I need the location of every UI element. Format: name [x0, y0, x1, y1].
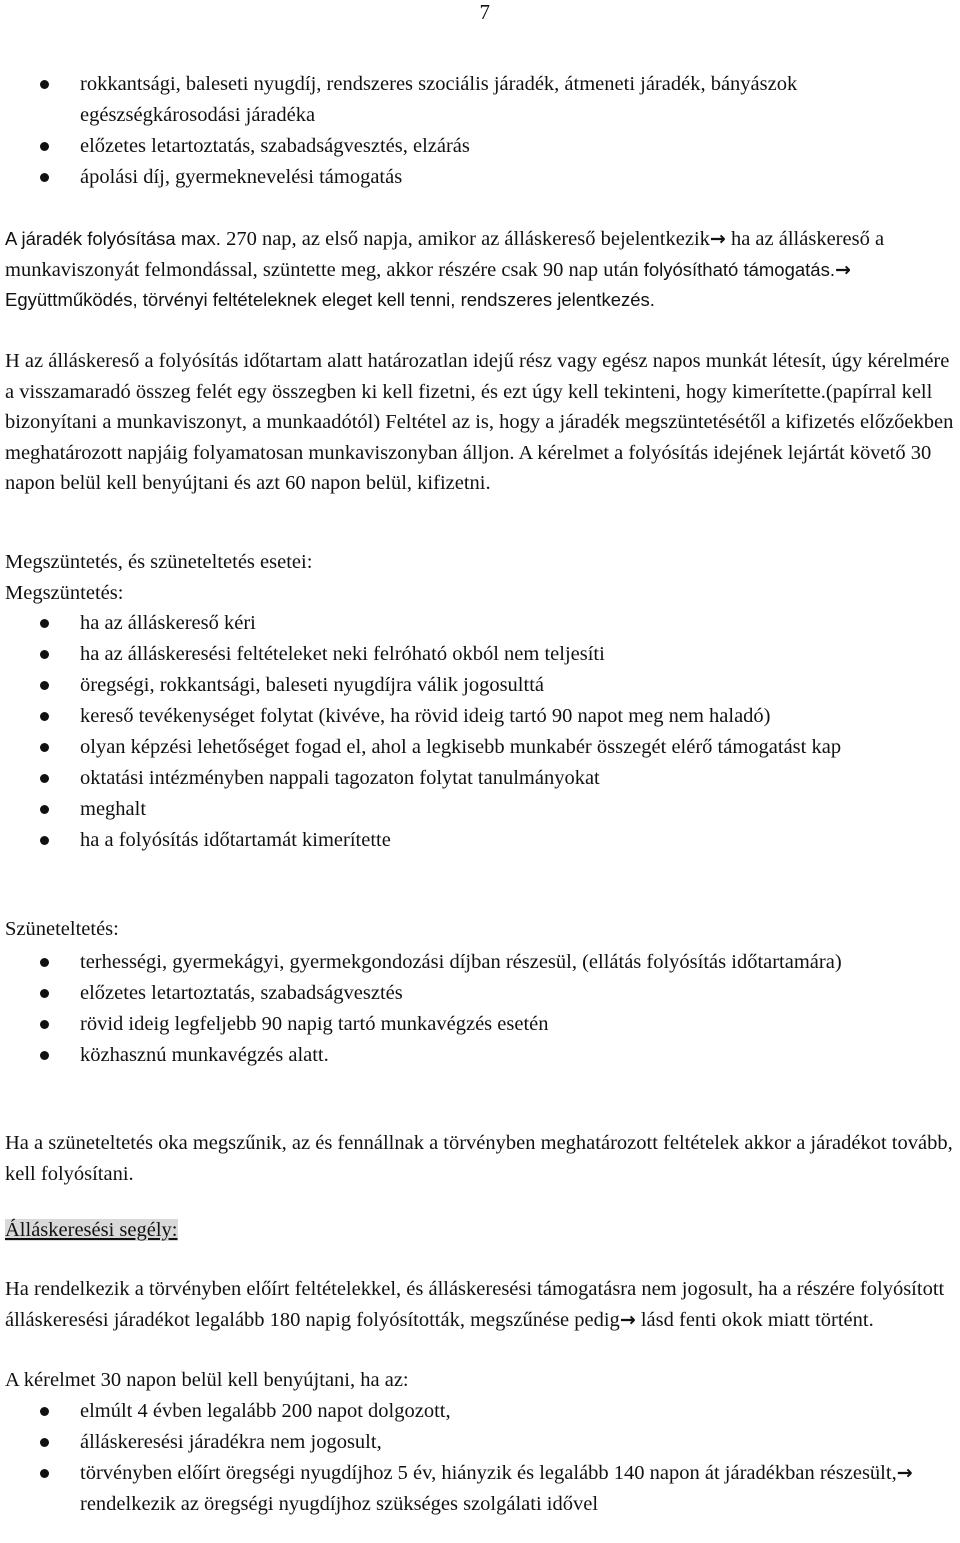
bullet-icon — [40, 681, 49, 690]
paragraph-jaradek-folyositasa: A járadék folyósítása max. 270 nap, az első napja, amikor az álláskereső bejelentkezik→ ha az álláskereső a munkaviszonyát felmondással, szüntette meg, akkor részére csak 90 nap után folyósítható támogatás.→ Együttműködés, törvényi feltételeknek eleget kell tenni, rendszeres jelentkezés. — [5, 228, 885, 311]
megszuntetes-label: Megszüntetés: — [5, 582, 124, 604]
top-bullet-list — [0, 69, 955, 193]
bullet-icon — [40, 142, 49, 151]
arrow-right-icon: → — [619, 1308, 636, 1331]
paragraph-szuneteltetes-megszunese: Ha a szüneteltetés oka megszűnik, az és fennállnak a törvényben meghatározott feltételek akkor a járadékot tovább, kell folyósítani. — [5, 1132, 953, 1185]
bullet-icon — [40, 836, 49, 845]
list-item: terhességi, gyermekágyi, gyermekgondozási díjban részesül, (ellátás folyósítás időtartamára) — [0, 947, 955, 978]
list-item: elmúlt 4 évben legalább 200 napot dolgozott, — [0, 1396, 955, 1427]
list-item: meghalt — [0, 794, 955, 825]
bullet-icon — [40, 1438, 49, 1447]
bullet-icon — [40, 989, 49, 998]
list-item: ha az álláskeresési feltételeket neki felróható okból nem teljesíti — [0, 639, 955, 670]
paragraph-reszmunka: H az álláskereső a folyósítás időtartam alatt határozatlan idejű rész vagy egész napos munkát létesít, úgy kérelmére a visszamaradó összeg felét egy összegben ki kell fizetni, és ezt úgy kell tekinteni, hogy kimerítette.(papírral kell bizonyítani a munkaviszonyt, a munkaadótól) Feltétel az is, hogy a járadék megszüntetésétől a kifizetés előzőekben meghatározott napjáig folyamatosan munkaviszonyban álljon. A kérelmet a folyósítás idejének lejártát követő 30 napon belül kell benyújtani és azt 60 napon belül, kifizetni. — [5, 350, 954, 495]
arrow-right-icon: → — [709, 228, 726, 250]
bullet-icon — [40, 619, 49, 628]
list-item: rokkantsági, baleseti nyugdíj, rendszeres szociális járadék, átmeneti járadék, bányászok egészségkárosodási járadéka — [0, 69, 955, 131]
megszuntetes-list — [0, 608, 955, 856]
bullet-icon — [40, 1020, 49, 1029]
bullet-icon — [40, 80, 49, 89]
paragraph-allaskeresesi-segely: Ha rendelkezik a törvényben előírt feltételekkel, és álláskeresési támogatásra nem jogosult, ha a részére folyósított álláskeresési járadékot legalább 180 napig folyósították, megszűnése pedig→ lásd fenti okok miatt történt. — [5, 1278, 945, 1331]
bullet-icon — [40, 1051, 49, 1060]
bullet-icon — [40, 173, 49, 182]
allaskeresesi-segely-heading: Álláskeresési segély: — [5, 1219, 178, 1241]
section-heading: Megszüntetés, és szüneteltetés esetei: — [5, 551, 313, 573]
list-item: öregségi, rokkantsági, baleseti nyugdíjra válik jogosulttá — [0, 670, 955, 701]
bullet-icon — [40, 743, 49, 752]
list-item: ha az álláskereső kéri — [0, 608, 955, 639]
bullet-icon — [40, 1469, 49, 1478]
bullet-icon — [40, 1407, 49, 1416]
list-item: közhasznú munkavégzés alatt. — [0, 1040, 955, 1071]
page-number: 7 — [479, 0, 490, 24]
bullet-icon — [40, 805, 49, 814]
arrow-right-icon: → — [896, 1462, 913, 1484]
list-item: előzetes letartoztatás, szabadságvesztés, elzárás — [0, 131, 955, 162]
list-item: olyan képzési lehetőséget fogad el, ahol a legkisebb munkabér összegét elérő támogatást kap — [0, 732, 955, 763]
list-item: oktatási intézményben nappali tagozaton folytat tanulmányokat — [0, 763, 955, 794]
bullet-icon — [40, 774, 49, 783]
bullet-icon — [40, 712, 49, 721]
paragraph-kerelem: A kérelmet 30 napon belül kell benyújtani, ha az: — [5, 1369, 409, 1391]
list-item: álláskeresési járadékra nem jogosult, — [0, 1427, 955, 1458]
list-item: ápolási díj, gyermeknevelési támogatás — [0, 162, 955, 193]
list-item: előzetes letartoztatás, szabadságvesztés — [0, 978, 955, 1009]
szuneteltetes-label: Szüneteltetés: — [5, 918, 119, 940]
bullet-icon — [40, 958, 49, 967]
arrow-right-icon: → — [834, 258, 851, 281]
szuneteltetes-list — [0, 947, 955, 1071]
list-item: rövid ideig legfeljebb 90 napig tartó munkavégzés esetén — [0, 1009, 955, 1040]
list-item: törvényben előírt öregségi nyugdíjhoz 5 év, hiányzik és legalább 140 napon át járadékban részesült,→ rendelkezik az öregségi nyugdíjhoz szükséges szolgálati idővel — [0, 1458, 955, 1520]
bullet-icon — [40, 650, 49, 659]
kerelem-feltetelek-list — [0, 1396, 955, 1520]
list-item: ha a folyósítás időtartamát kimerítette — [0, 825, 955, 856]
list-item: kereső tevékenységet folytat (kivéve, ha rövid ideig tartó 90 napot meg nem haladó) — [0, 701, 955, 732]
